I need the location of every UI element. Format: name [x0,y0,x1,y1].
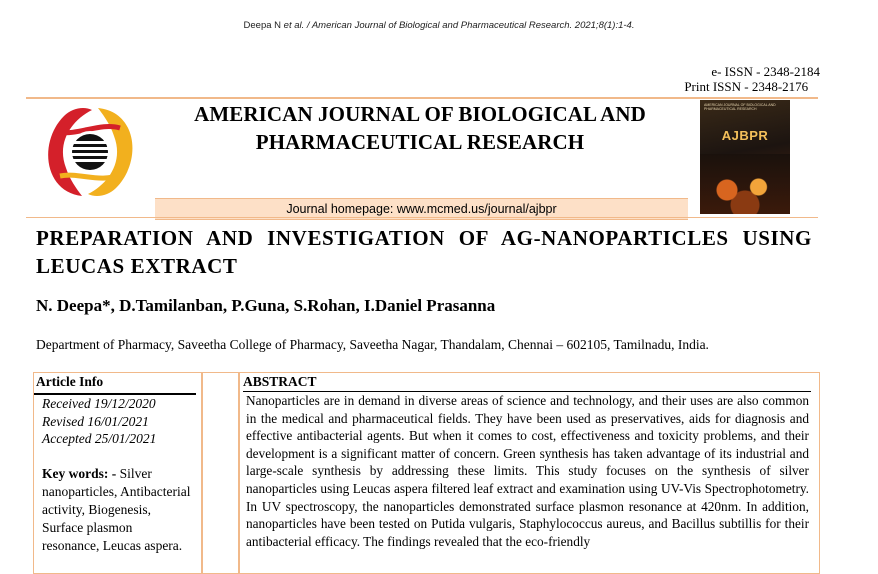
e-issn: e- ISSN - 2348-2184 [711,64,820,79]
running-citation [0,20,878,31]
keywords-label: Key words: - [42,466,117,481]
issn-block [684,64,820,94]
abstract-heading: ABSTRACT [243,373,811,392]
revised-date: Revised 16/01/2021 [42,413,149,429]
affiliation: Department of Pharmacy, Saveetha College of Pharmacy, Saveetha Nagar, Thandalam, Chennai – 602105, Tamilnadu, India. [36,337,709,352]
article-info-heading: Article Info [34,373,196,395]
header-underline [26,217,818,218]
header-rule [26,97,818,99]
journal-title-line2: PHARMACEUTICAL RESEARCH [255,130,585,154]
article-dates [42,395,156,448]
citation-author: Deepa N [243,20,284,31]
accepted-date: Accepted 25/01/2021 [42,431,157,446]
author-list: N. Deepa*, D.Tamilanban, P.Guna, S.Rohan, I.Daniel Prasanna [36,296,496,315]
article-info-box [33,372,203,574]
received-date: Received 19/12/2020 [42,396,156,411]
cover-header-text: AMERICAN JOURNAL OF BIOLOGICAL AND PHARMACEUTICAL RESEARCH [704,103,776,111]
cover-journal-name: AJBPR [721,128,769,143]
abstract-box [238,372,820,574]
cover-lab-picture [700,154,790,214]
citation-etal: et al. [283,20,305,31]
journal-homepage: Journal homepage: www.mcmed.us/journal/ajbpr [155,198,688,220]
abstract-text: Nanoparticles are in demand in diverse areas of science and technology, and their uses are also common in the medical and pharmaceutical fields. They have been used as preservatives, aids for diagnosis and effective antibacterial agents. But when it comes to cost, effectiveness and toxicity problems, and their development is a significant matter of concern. Green synthesis has taken advantage of its industrial and large-scale synthesis by addressing these limits. This study focuses on the synthesis of silver nanoparticles using Leucas aspera filtered leaf extract and examination using UV-Vis Spectrophotometry. In UV spectroscopy, the nanoparticles demonstrated surface plasmon resonance at 420nm. In addition, nanoparticles have been tested on Putida vulgaris, Staphylococcus aureus, and Bacillus subtillis for their antibacterial efficacy. The findings revealed that the eco-friendly [246,393,809,549]
keywords [42,465,192,555]
print-issn: Print ISSN - 2348-2176 [684,79,809,94]
keywords-list: Silver nanoparticles, Antibacterial activity, Biogenesis, Surface plasmon resonance, Leucas aspera. [42,466,191,553]
journal-title [160,100,680,156]
journal-cover-image [700,100,790,214]
journal-logo-icon [38,102,142,202]
citation-journal: / American Journal of Biological and Pharmaceutical Research. 2021;8(1):1-4. [304,20,635,31]
journal-title-line1: AMERICAN JOURNAL OF BIOLOGICAL AND [194,102,646,126]
paper-title: PREPARATION AND INVESTIGATION OF AG-NANOPARTICLES USING LEUCAS EXTRACT [36,226,812,278]
spacer-column [201,372,240,574]
